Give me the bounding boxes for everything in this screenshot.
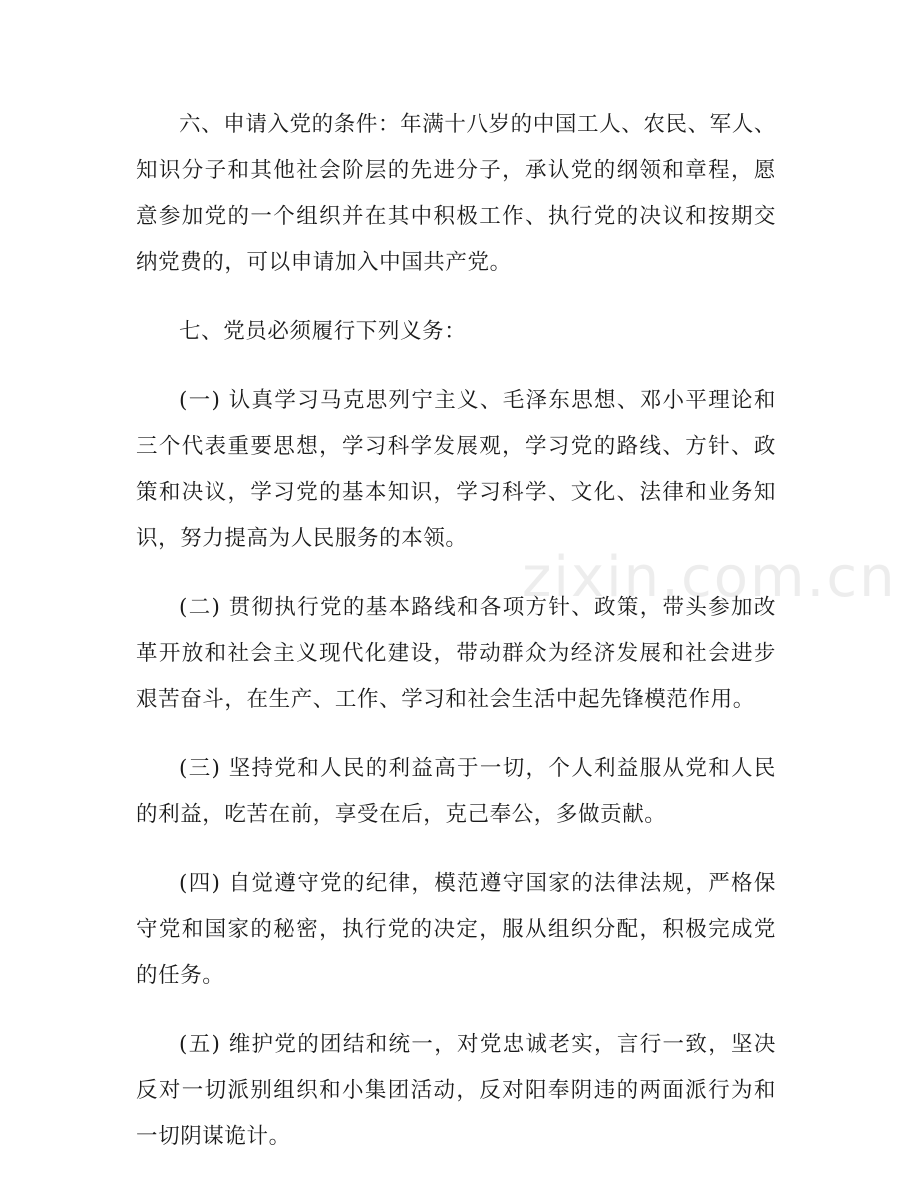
paragraph-duty-4: (四) 自觉遵守党的纪律，模范遵守国家的法律法规，严格保守党和国家的秘密，执行党的决定，服从组织分配，积极完成党的任务。 — [136, 871, 776, 988]
watermark: zixin.com.cn — [522, 545, 897, 610]
paragraph-duties-heading: 七、党员必须履行下列义务： — [179, 319, 467, 344]
paragraph-duty-1: (一) 认真学习马克思列宁主义、毛泽东思想、邓小平理论和三个代表重要思想，学习科学发展观，学习党的路线、方针、政策和决议，学习党的基本知识，学习科学、文化、法律和业务知识，努力提高为人民服务的本领。 — [136, 388, 776, 551]
paragraph-duty-3: (三) 坚持党和人民的利益高于一切，个人利益服从党和人民的利益，吃苦在前，享受在后，克己奉公，多做贡献。 — [136, 756, 776, 827]
paragraph-duty-2: (二) 贯彻执行党的基本路线和各项方针、政策，带头参加改革开放和社会主义现代化建设，带动群众为经济发展和社会进步艰苦奋斗，在生产、工作、学习和社会生活中起先锋模范作用。 — [136, 595, 776, 712]
document-body — [136, 102, 776, 1183]
paragraph-duty-5: (五) 维护党的团结和统一，对党忠诚老实，言行一致，坚决反对一切派别组织和小集团活动，反对阳奉阴违的两面派行为和一切阴谋诡计。 — [136, 1032, 776, 1149]
paragraph-membership-conditions: 六、申请入党的条件：年满十八岁的中国工人、农民、军人、知识分子和其他社会阶层的先进分子，承认党的纲领和章程，愿意参加党的一个组织并在其中积极工作、执行党的决议和按期交纳党费的，可以申请加入中国共产党。 — [136, 112, 776, 275]
